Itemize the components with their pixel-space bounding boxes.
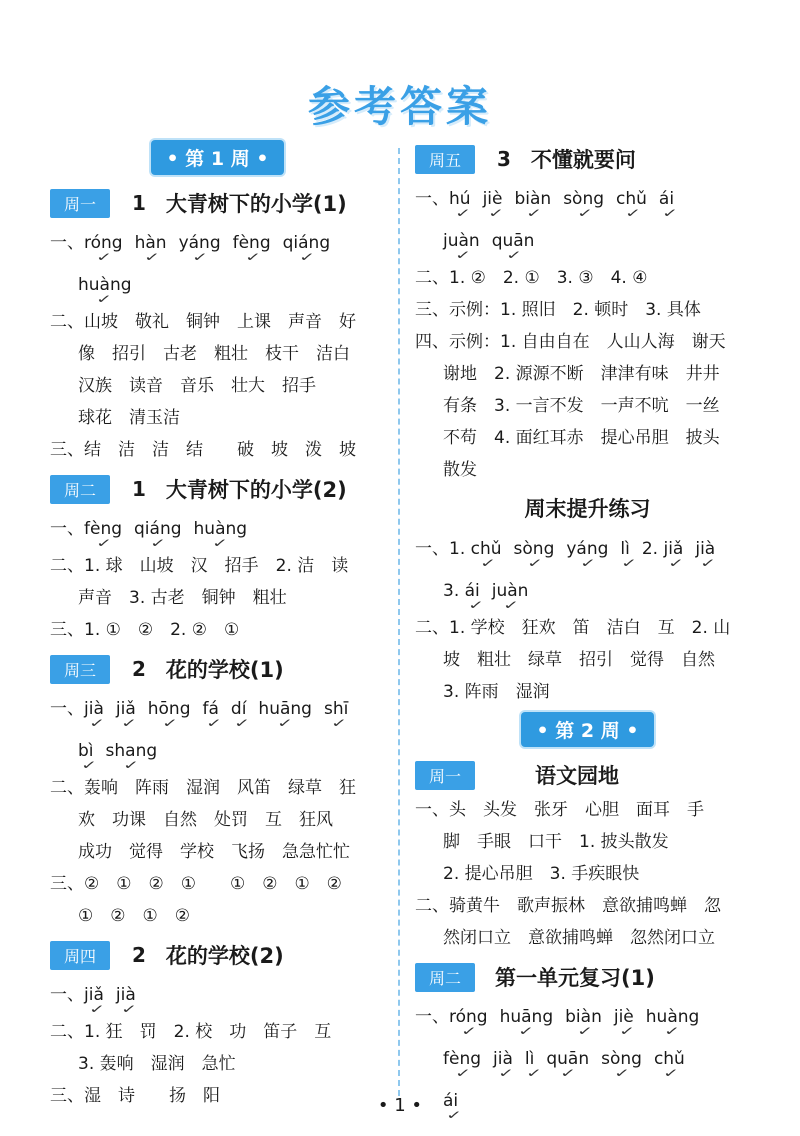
pinyin-answer: ái ✓ xyxy=(443,1080,458,1122)
pinyin-answer: quān ✓ xyxy=(546,1038,589,1080)
answer-line: 坡 粗壮 绿草 招引 觉得 自然 xyxy=(443,650,715,670)
weekend-title: 周末提升练习 xyxy=(524,497,651,521)
pinyin-answer: róng ✓ xyxy=(84,222,123,264)
pinyin-answer: hàn ✓ xyxy=(135,222,167,264)
pinyin-answer: quān ✓ xyxy=(492,220,535,262)
section-weekend xyxy=(415,490,760,708)
pinyin-row: 一、hú ✓ jiè ✓ biàn ✓ sòng ✓ chǔ ✓ ái ✓ xyxy=(415,178,760,220)
answer-line: 欢 功课 自然 处罚 互 狂风 xyxy=(78,810,333,830)
answer-line: 脚 手眼 口干 1. 披头散发 xyxy=(443,832,669,852)
pinyin-answer: qiáng ✓ xyxy=(283,222,331,264)
pinyin-answer: huàng ✓ xyxy=(646,996,700,1038)
pinyin-answer: chǔ ✓ xyxy=(616,178,647,220)
section-mon-2: 周一 语文园地 一、头 头发 张牙 心胆 面耳 手 脚 手眼 口干 1. 披头散发 2. 提心吊胆 3. 手疾眼快 二、骑黄牛 歌声振林 意欲捕鸣蝉 忽 然闭口立 意欲捕鸣蝉 忽然闭口立 xyxy=(415,756,760,954)
answer-line: 二、1. 学校 狂欢 笛 洁白 互 2. 山 xyxy=(415,618,731,638)
pinyin-row xyxy=(50,264,385,306)
answer-line: 二、轰响 阵雨 湿润 风笛 绿草 狂 xyxy=(50,778,356,798)
answer-line: 3. 阵雨 湿润 xyxy=(443,682,550,702)
answer-line: 三、1. ① ② 2. ② ① xyxy=(50,620,240,640)
answer-line: 散发 xyxy=(443,460,477,480)
answer-line: 有条 3. 一言不发 一声不吭 一丝 xyxy=(443,396,720,416)
pinyin-answer: huāng ✓ xyxy=(258,688,312,730)
pinyin-row: 一、jiǎ ✓ jià ✓ xyxy=(50,974,385,1016)
column-divider xyxy=(398,148,400,1096)
pinyin-answer: jiǎ ✓ xyxy=(84,974,104,1016)
pinyin-row: 一、róng ✓ huāng ✓ biàn ✓ jiè ✓ huàng ✓ xyxy=(415,996,760,1038)
pinyin-row xyxy=(415,1038,760,1080)
section-tue-1: 周二 1 大青树下的小学(2) 一、fèng ✓ qiáng ✓ huàng ✓ 二、1. 球 山坡 汉 招手 2. 洁 读 声音 3. 古老 铜钟 粗壮 三、1. ① ② 2. ② ① xyxy=(50,470,385,646)
day-tag: 周四 xyxy=(50,941,110,970)
pinyin-row: 一、fèng ✓ qiáng ✓ huàng ✓ xyxy=(50,508,385,550)
pinyin-answer: jià ✓ xyxy=(84,688,104,730)
answer-line: 成功 觉得 学校 飞扬 急急忙忙 xyxy=(78,842,350,862)
answer-line: 然闭口立 意欲捕鸣蝉 忽然闭口立 xyxy=(443,928,715,948)
pinyin-answer: hōng ✓ xyxy=(148,688,191,730)
pinyin-row: 一、jià ✓ jiǎ ✓ hōng ✓ fá ✓ dí ✓ huāng ✓ shī ✓ xyxy=(50,688,385,730)
week-2-banner: • 第 2 周 • xyxy=(415,712,760,750)
answer-line: 二、1. ② 2. ① 3. ③ 4. ④ xyxy=(415,268,648,288)
pinyin-answer: yáng ✓ xyxy=(566,528,608,570)
pinyin-answer: shī ✓ xyxy=(324,688,348,730)
pinyin-answer: fèng ✓ xyxy=(233,222,271,264)
pinyin-answer: fèng ✓ xyxy=(84,508,122,550)
answer-line: 三、示例：1. 照旧 2. 顿时 3. 具体 xyxy=(415,300,701,320)
pinyin-row: 一、róng ✓ hàn ✓ yáng ✓ fèng ✓ qiáng ✓ xyxy=(50,222,385,264)
pinyin-answer: jiǎ ✓ xyxy=(116,688,136,730)
page-number: • 1 • xyxy=(377,1095,423,1116)
pinyin-answer: sòng ✓ xyxy=(563,178,604,220)
pinyin-answer: biàn ✓ xyxy=(565,996,602,1038)
pinyin-answer: lì ✓ xyxy=(525,1038,534,1080)
pinyin-answer: bì ✓ xyxy=(78,730,94,772)
pinyin-answer: hú ✓ xyxy=(449,178,471,220)
pinyin-answer: sòng ✓ xyxy=(514,528,555,570)
day-tag: 周一 xyxy=(50,189,110,218)
pinyin-answer: chǔ ✓ xyxy=(654,1038,685,1080)
pinyin-answer: fèng ✓ xyxy=(443,1038,481,1080)
day-tag: 周二 xyxy=(50,475,110,504)
section-fri-1: 周五 3 不懂就要问 一、hú ✓ jiè ✓ biàn ✓ sòng ✓ chǔ ✓ ái ✓ juàn ✓ quān ✓ 二、1. ② 2. ① 3. ③ 4. ④ 三、示例：1. 照旧 2. 顿时 3. 具体 四、示例：1. 自由自在 人山人海 谢天 谢地 2. 源源不断 津津有味 井井 有条 3. 一言不发 一声不吭 一丝 不苟 4. 面红耳赤 提心吊胆 披头 散发 xyxy=(415,140,760,486)
answer-line: 三、② ① ② ① ① ② ① ② xyxy=(50,874,342,894)
pinyin-answer: jià ✓ xyxy=(493,1038,513,1080)
answer-line: 四、示例：1. 自由自在 人山人海 谢天 xyxy=(415,332,726,352)
pinyin-answer: huàng ✓ xyxy=(78,264,132,306)
pinyin-answer: ái ✓ xyxy=(465,570,480,612)
answer-line: 二、骑黄牛 歌声振林 意欲捕鸣蝉 忽 xyxy=(415,896,721,916)
pinyin-answer: biàn ✓ xyxy=(514,178,551,220)
week-1-banner: • 第 1 周 • xyxy=(50,140,385,178)
pinyin-answer: dí ✓ xyxy=(231,688,247,730)
answer-line: 谢地 2. 源源不断 津津有味 井井 xyxy=(443,364,720,384)
pinyin-answer: róng ✓ xyxy=(449,996,488,1038)
section-tue-2: 周二 第一单元复习(1) 一、róng ✓ huāng ✓ biàn ✓ jiè ✓ huàng ✓ fèng ✓ jià ✓ lì ✓ quān ✓ sòng ✓ chǔ ✓ ái ✓ xyxy=(415,958,760,1122)
answer-line: 球花 清玉洁 xyxy=(78,408,180,428)
answer-line: 声音 3. 古老 铜钟 粗壮 xyxy=(78,588,287,608)
pinyin-answer: lì ✓ xyxy=(620,528,629,570)
answer-line: 二、1. 狂 罚 2. 校 功 笛子 互 xyxy=(50,1022,332,1042)
answer-line: 2. 提心吊胆 3. 手疾眼快 xyxy=(443,864,640,884)
pinyin-answer: qiáng ✓ xyxy=(134,508,182,550)
pinyin-row: 3. ái ✓ juàn ✓ xyxy=(415,570,760,612)
pinyin-answer: juàn ✓ xyxy=(443,220,480,262)
pinyin-answer: ái ✓ xyxy=(659,178,674,220)
answer-line: 一、头 头发 张牙 心胆 面耳 手 xyxy=(415,800,704,820)
section-thu-1: 周四 2 花的学校(2) 一、jiǎ ✓ jià ✓ 二、1. 狂 罚 2. 校 功 笛子 互 3. 轰响 湿润 急忙 三、湿 诗 扬 阳 xyxy=(50,936,385,1112)
pinyin-answer: jià ✓ xyxy=(116,974,136,1016)
answer-line: 二、1. 球 山坡 汉 招手 2. 洁 读 xyxy=(50,556,349,576)
pinyin-answer: yáng ✓ xyxy=(179,222,221,264)
day-tag: 周五 xyxy=(415,145,475,174)
pinyin-answer: sòng ✓ xyxy=(601,1038,642,1080)
answer-line: 3. 轰响 湿润 急忙 xyxy=(78,1054,236,1074)
page-title: 参考答案 xyxy=(307,82,492,131)
answer-line: 三、结 洁 洁 结 破 坡 泼 坡 xyxy=(50,440,356,460)
section-mon-1: 周一 1 大青树下的小学(1) 一、róng ✓ hàn ✓ yáng ✓ fèng ✓ qiáng ✓ huàng ✓ 二、山坡 敬礼 铜钟 上课 声音 好 像 招引 古老 粗壮 枝干 洁白 汉族 读音 音乐 壮大 招手 球花 清玉洁 三、结 洁 洁 结 破 坡 泼 坡 xyxy=(50,184,385,466)
section-wed-1: 周三 2 花的学校(1) 一、jià ✓ jiǎ ✓ hōng ✓ fá ✓ dí ✓ huāng ✓ shī ✓ bì ✓ shang ✓ 二、轰响 阵雨 湿润 风笛 绿草 狂 欢 功课 自然 处罚 互 狂风 成功 觉得 学校 飞扬 急急忙忙 三、② ① ② ① ① ② ① ② ① ② ① ② xyxy=(50,650,385,932)
pinyin-answer: chǔ ✓ xyxy=(471,528,502,570)
pinyin-row: 一、1. chǔ ✓ sòng ✓ yáng ✓ lì ✓ 2. jiǎ ✓ jià ✓ xyxy=(415,528,760,570)
day-tag: 周二 xyxy=(415,963,475,992)
answer-line: 汉族 读音 音乐 壮大 招手 xyxy=(78,376,316,396)
answer-line: 三、湿 诗 扬 阳 xyxy=(50,1086,220,1106)
pinyin-answer: fá ✓ xyxy=(203,688,219,730)
right-column xyxy=(415,140,760,1126)
pinyin-answer: huàng ✓ xyxy=(194,508,248,550)
day-tag: 周一 xyxy=(415,761,475,790)
pinyin-answer: jiè ✓ xyxy=(614,996,634,1038)
answer-line: ① ② ① ② xyxy=(78,906,190,926)
day-tag: 周三 xyxy=(50,655,110,684)
answer-line: 像 招引 古老 粗壮 枝干 洁白 xyxy=(78,344,350,364)
pinyin-answer: jiè ✓ xyxy=(483,178,503,220)
pinyin-answer: juàn ✓ xyxy=(492,570,529,612)
pinyin-answer: jiǎ ✓ xyxy=(663,528,683,570)
pinyin-answer: jià ✓ xyxy=(695,528,715,570)
answer-line: 二、山坡 敬礼 铜钟 上课 声音 好 xyxy=(50,312,356,332)
answer-line: 不苟 4. 面红耳赤 提心吊胆 披头 xyxy=(443,428,720,448)
left-column xyxy=(50,140,385,1116)
pinyin-answer: huāng ✓ xyxy=(500,996,554,1038)
pinyin-answer: shang ✓ xyxy=(106,730,158,772)
